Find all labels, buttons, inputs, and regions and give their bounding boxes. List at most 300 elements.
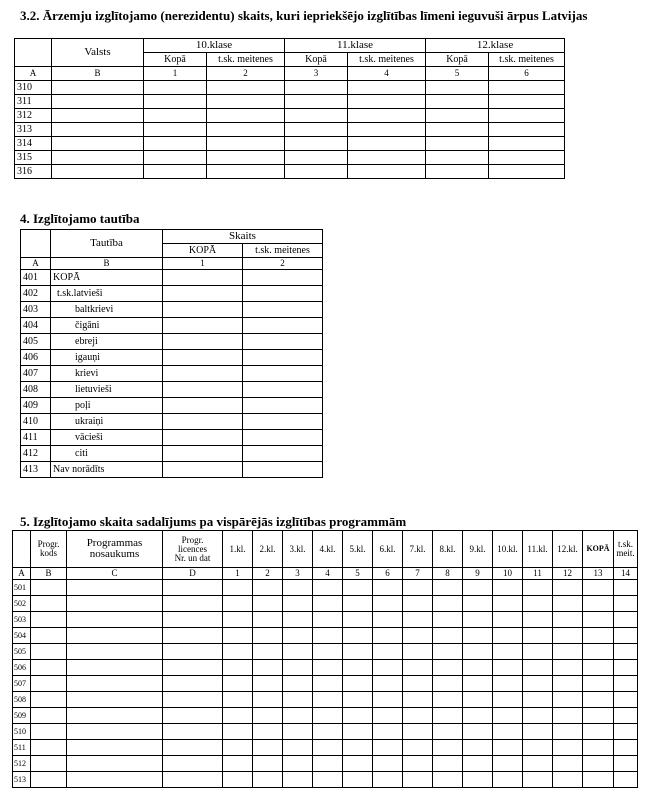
table-row — [21, 302, 323, 318]
blank-cell — [31, 756, 67, 772]
blank-cell — [433, 724, 463, 740]
blank-cell — [313, 596, 343, 612]
column-number: 7 — [403, 568, 433, 580]
blank-cell — [31, 676, 67, 692]
blank-cell — [67, 756, 163, 772]
header-line: nosaukums — [89, 548, 140, 560]
column-number: 12 — [553, 568, 583, 580]
table-row — [13, 756, 638, 772]
column-letter: B — [51, 258, 163, 270]
nationality-label: KOPĀ — [51, 270, 163, 286]
table-row — [21, 446, 323, 462]
table-row — [13, 580, 638, 596]
table-row — [13, 628, 638, 644]
row-code: 403 — [21, 302, 51, 318]
blank-cell — [463, 596, 493, 612]
blank-cell — [493, 724, 523, 740]
blank-cell — [348, 81, 426, 95]
column-number: 6 — [373, 568, 403, 580]
sub-header: KOPĀ — [163, 244, 243, 258]
blank-cell — [426, 81, 489, 95]
corner-cell — [13, 531, 31, 568]
blank-cell — [493, 580, 523, 596]
table-row — [21, 318, 323, 334]
blank-cell — [207, 137, 285, 151]
row-code: 409 — [21, 398, 51, 414]
blank-cell — [313, 628, 343, 644]
nationality-header: Tautība — [51, 230, 163, 258]
header-line: meit. — [616, 548, 635, 558]
header-line: Nr. un dat — [174, 552, 211, 563]
blank-cell — [553, 676, 583, 692]
blank-cell — [144, 81, 207, 95]
table-row — [15, 109, 565, 123]
blank-cell — [283, 660, 313, 676]
blank-cell — [223, 772, 253, 788]
column-number: 2 — [243, 258, 323, 270]
blank-cell — [207, 123, 285, 137]
blank-cell — [283, 772, 313, 788]
table-row — [15, 137, 565, 151]
blank-cell — [489, 151, 565, 165]
blank-cell — [373, 724, 403, 740]
blank-cell — [223, 612, 253, 628]
blank-cell — [243, 302, 323, 318]
row-code: 312 — [15, 109, 52, 123]
row-code: 412 — [21, 446, 51, 462]
blank-cell — [523, 612, 553, 628]
blank-cell — [243, 318, 323, 334]
table-row — [15, 165, 565, 179]
blank-cell — [614, 676, 638, 692]
column-number: 6 — [489, 67, 565, 81]
column-letter: A — [21, 258, 51, 270]
program-rows — [13, 580, 638, 788]
row-code: 513 — [13, 772, 31, 788]
blank-cell — [614, 692, 638, 708]
blank-cell — [553, 692, 583, 708]
blank-cell — [163, 446, 243, 462]
row-code: 313 — [15, 123, 52, 137]
blank-cell — [614, 596, 638, 612]
blank-cell — [253, 612, 283, 628]
blank-cell — [343, 676, 373, 692]
blank-cell — [426, 123, 489, 137]
blank-cell — [583, 644, 614, 660]
blank-cell — [426, 151, 489, 165]
grade-header: 10.kl. — [493, 531, 523, 568]
blank-cell — [283, 644, 313, 660]
blank-cell — [553, 580, 583, 596]
row-code: 505 — [13, 644, 31, 660]
column-letter: B — [31, 568, 67, 580]
blank-cell — [163, 398, 243, 414]
blank-cell — [373, 660, 403, 676]
blank-cell — [373, 644, 403, 660]
blank-cell — [489, 81, 565, 95]
row-code: 410 — [21, 414, 51, 430]
blank-cell — [52, 151, 144, 165]
blank-cell — [67, 644, 163, 660]
blank-cell — [523, 660, 553, 676]
table-row — [21, 286, 323, 302]
blank-cell — [144, 123, 207, 137]
blank-cell — [343, 724, 373, 740]
blank-cell — [343, 580, 373, 596]
grade-header: 4.kl. — [313, 531, 343, 568]
blank-cell — [403, 660, 433, 676]
blank-cell — [553, 740, 583, 756]
row-code: 315 — [15, 151, 52, 165]
blank-cell — [523, 772, 553, 788]
blank-cell — [163, 612, 223, 628]
blank-cell — [207, 151, 285, 165]
blank-cell — [433, 628, 463, 644]
blank-cell — [523, 580, 553, 596]
row-code: 510 — [13, 724, 31, 740]
blank-cell — [343, 644, 373, 660]
blank-cell — [583, 740, 614, 756]
row-code: 503 — [13, 612, 31, 628]
blank-cell — [31, 772, 67, 788]
blank-cell — [463, 692, 493, 708]
blank-cell — [223, 628, 253, 644]
blank-cell — [253, 756, 283, 772]
blank-cell — [144, 95, 207, 109]
blank-cell — [163, 708, 223, 724]
blank-cell — [253, 676, 283, 692]
section-4-title: 4. Izglītojamo tautība — [20, 211, 140, 226]
foreign-students-rows — [15, 81, 565, 179]
blank-cell — [67, 740, 163, 756]
row-code: 311 — [15, 95, 52, 109]
blank-cell — [283, 628, 313, 644]
blank-cell — [67, 772, 163, 788]
row-code: 404 — [21, 318, 51, 334]
blank-cell — [163, 772, 223, 788]
blank-cell — [463, 772, 493, 788]
blank-cell — [31, 644, 67, 660]
grade-header: 8.kl. — [433, 531, 463, 568]
blank-cell — [31, 596, 67, 612]
blank-cell — [283, 596, 313, 612]
blank-cell — [523, 708, 553, 724]
blank-cell — [52, 137, 144, 151]
blank-cell — [243, 382, 323, 398]
blank-cell — [403, 756, 433, 772]
nationality-label: krievi — [51, 366, 163, 382]
blank-cell — [433, 772, 463, 788]
grade-header: 11.kl. — [523, 531, 553, 568]
blank-cell — [348, 95, 426, 109]
blank-cell — [243, 462, 323, 478]
blank-cell — [207, 109, 285, 123]
blank-cell — [348, 109, 426, 123]
blank-cell — [144, 165, 207, 179]
blank-cell — [207, 165, 285, 179]
blank-cell — [243, 366, 323, 382]
blank-cell — [373, 708, 403, 724]
blank-cell — [403, 692, 433, 708]
blank-cell — [614, 772, 638, 788]
blank-cell — [243, 286, 323, 302]
blank-cell — [433, 596, 463, 612]
nationality-label: lietuvieši — [51, 382, 163, 398]
blank-cell — [343, 756, 373, 772]
blank-cell — [373, 612, 403, 628]
blank-cell — [583, 660, 614, 676]
girls-header — [614, 531, 638, 568]
blank-cell — [313, 644, 343, 660]
blank-cell — [223, 724, 253, 740]
blank-cell — [67, 692, 163, 708]
blank-cell — [553, 628, 583, 644]
blank-cell — [463, 660, 493, 676]
blank-cell — [493, 660, 523, 676]
blank-cell — [31, 580, 67, 596]
blank-cell — [373, 628, 403, 644]
table-row — [21, 334, 323, 350]
table-row — [13, 708, 638, 724]
blank-cell — [493, 772, 523, 788]
blank-cell — [313, 756, 343, 772]
blank-cell — [348, 151, 426, 165]
table-row — [13, 740, 638, 756]
column-number: 3 — [283, 568, 313, 580]
blank-cell — [283, 740, 313, 756]
blank-cell — [348, 123, 426, 137]
blank-cell — [285, 151, 348, 165]
column-letter: A — [13, 568, 31, 580]
column-number: 4 — [313, 568, 343, 580]
blank-cell — [553, 596, 583, 612]
row-code: 501 — [13, 580, 31, 596]
blank-cell — [67, 580, 163, 596]
column-number: 10 — [493, 568, 523, 580]
blank-cell — [223, 756, 253, 772]
table-row — [21, 462, 323, 478]
blank-cell — [614, 628, 638, 644]
header-line: Progr. — [37, 539, 60, 549]
blank-cell — [463, 756, 493, 772]
column-number: 5 — [426, 67, 489, 81]
blank-cell — [67, 708, 163, 724]
class-header: 12.klase — [426, 39, 565, 53]
blank-cell — [343, 692, 373, 708]
blank-cell — [163, 724, 223, 740]
row-code: 502 — [13, 596, 31, 612]
blank-cell — [523, 644, 553, 660]
blank-cell — [313, 708, 343, 724]
table-row — [15, 123, 565, 137]
section-3-2-title: 3.2. Ārzemju izglītojamo (nerezidentu) skaits, kuri iepriekšējo izglītības līmeni ieguvuši ārpus Latvijas — [20, 8, 588, 23]
blank-cell — [403, 676, 433, 692]
blank-cell — [489, 95, 565, 109]
blank-cell — [403, 724, 433, 740]
blank-cell — [52, 81, 144, 95]
column-number: 11 — [523, 568, 553, 580]
blank-cell — [163, 430, 243, 446]
blank-cell — [433, 580, 463, 596]
column-number: 9 — [463, 568, 493, 580]
blank-cell — [163, 740, 223, 756]
blank-cell — [243, 270, 323, 286]
table-row — [13, 644, 638, 660]
nationality-label: baltkrievi — [51, 302, 163, 318]
blank-cell — [243, 334, 323, 350]
program-name-header — [67, 531, 163, 568]
blank-cell — [433, 692, 463, 708]
blank-cell — [163, 302, 243, 318]
column-number: 5 — [343, 568, 373, 580]
blank-cell — [313, 612, 343, 628]
blank-cell — [223, 708, 253, 724]
sub-header: Kopā — [285, 53, 348, 67]
column-letter: C — [67, 568, 163, 580]
blank-cell — [283, 724, 313, 740]
grade-header: 6.kl. — [373, 531, 403, 568]
blank-cell — [207, 81, 285, 95]
sub-header: Kopā — [144, 53, 207, 67]
blank-cell — [31, 612, 67, 628]
column-number: 1 — [223, 568, 253, 580]
blank-cell — [283, 756, 313, 772]
blank-cell — [243, 398, 323, 414]
blank-cell — [163, 318, 243, 334]
nationality-rows — [21, 270, 323, 478]
blank-cell — [313, 580, 343, 596]
blank-cell — [313, 676, 343, 692]
row-code: 316 — [15, 165, 52, 179]
blank-cell — [343, 612, 373, 628]
blank-cell — [223, 580, 253, 596]
blank-cell — [553, 724, 583, 740]
blank-cell — [523, 756, 553, 772]
blank-cell — [493, 708, 523, 724]
header-line: t.sk. — [617, 539, 633, 549]
blank-cell — [348, 137, 426, 151]
header-line: kods — [39, 548, 57, 558]
blank-cell — [253, 644, 283, 660]
blank-cell — [253, 724, 283, 740]
blank-cell — [583, 724, 614, 740]
blank-cell — [493, 644, 523, 660]
program-distribution-table — [12, 530, 638, 788]
column-number: 3 — [285, 67, 348, 81]
sub-header: t.sk. meitenes — [489, 53, 565, 67]
blank-cell — [52, 95, 144, 109]
blank-cell — [583, 772, 614, 788]
blank-cell — [313, 724, 343, 740]
blank-cell — [523, 740, 553, 756]
table-row — [21, 430, 323, 446]
blank-cell — [253, 692, 283, 708]
blank-cell — [426, 95, 489, 109]
blank-cell — [463, 676, 493, 692]
blank-cell — [163, 580, 223, 596]
grade-header: 1.kl. — [223, 531, 253, 568]
table-row — [15, 81, 565, 95]
blank-cell — [489, 123, 565, 137]
nationality-label: Nav norādīts — [51, 462, 163, 478]
grade-header: 3.kl. — [283, 531, 313, 568]
blank-cell — [583, 580, 614, 596]
blank-cell — [553, 708, 583, 724]
blank-cell — [343, 660, 373, 676]
sub-header: Kopā — [426, 53, 489, 67]
blank-cell — [163, 644, 223, 660]
blank-cell — [553, 772, 583, 788]
blank-cell — [493, 612, 523, 628]
blank-cell — [243, 350, 323, 366]
blank-cell — [163, 382, 243, 398]
blank-cell — [163, 270, 243, 286]
table-row — [21, 398, 323, 414]
blank-cell — [144, 137, 207, 151]
nationality-table — [20, 229, 323, 478]
row-code: 506 — [13, 660, 31, 676]
blank-cell — [403, 644, 433, 660]
count-header: Skaits — [163, 230, 323, 244]
blank-cell — [553, 612, 583, 628]
column-number: 2 — [207, 67, 285, 81]
column-number: 4 — [348, 67, 426, 81]
table-row — [13, 660, 638, 676]
column-number: 1 — [144, 67, 207, 81]
blank-cell — [523, 596, 553, 612]
blank-cell — [493, 596, 523, 612]
row-code: 507 — [13, 676, 31, 692]
nationality-label: čigāni — [51, 318, 163, 334]
nationality-label: poļi — [51, 398, 163, 414]
blank-cell — [163, 286, 243, 302]
sub-header: t.sk. meitenes — [243, 244, 323, 258]
blank-cell — [463, 580, 493, 596]
blank-cell — [283, 580, 313, 596]
blank-cell — [583, 676, 614, 692]
blank-cell — [163, 366, 243, 382]
blank-cell — [463, 740, 493, 756]
blank-cell — [373, 692, 403, 708]
blank-cell — [67, 676, 163, 692]
row-code: 401 — [21, 270, 51, 286]
blank-cell — [523, 692, 553, 708]
blank-cell — [583, 692, 614, 708]
blank-cell — [373, 596, 403, 612]
blank-cell — [253, 740, 283, 756]
table-row — [21, 270, 323, 286]
blank-cell — [343, 628, 373, 644]
header-line: Programmas — [86, 537, 143, 549]
blank-cell — [493, 676, 523, 692]
blank-cell — [343, 708, 373, 724]
blank-cell — [163, 628, 223, 644]
blank-cell — [433, 676, 463, 692]
blank-cell — [614, 644, 638, 660]
section-5-title: 5. Izglītojamo skaita sadalījums pa vispārējās izglītības programmām — [20, 514, 407, 529]
blank-cell — [583, 756, 614, 772]
blank-cell — [253, 628, 283, 644]
blank-cell — [403, 740, 433, 756]
blank-cell — [144, 151, 207, 165]
blank-cell — [253, 580, 283, 596]
blank-cell — [52, 109, 144, 123]
blank-cell — [426, 137, 489, 151]
grade-header: 5.kl. — [343, 531, 373, 568]
nationality-label: citi — [51, 446, 163, 462]
blank-cell — [433, 756, 463, 772]
nationality-label: vācieši — [51, 430, 163, 446]
